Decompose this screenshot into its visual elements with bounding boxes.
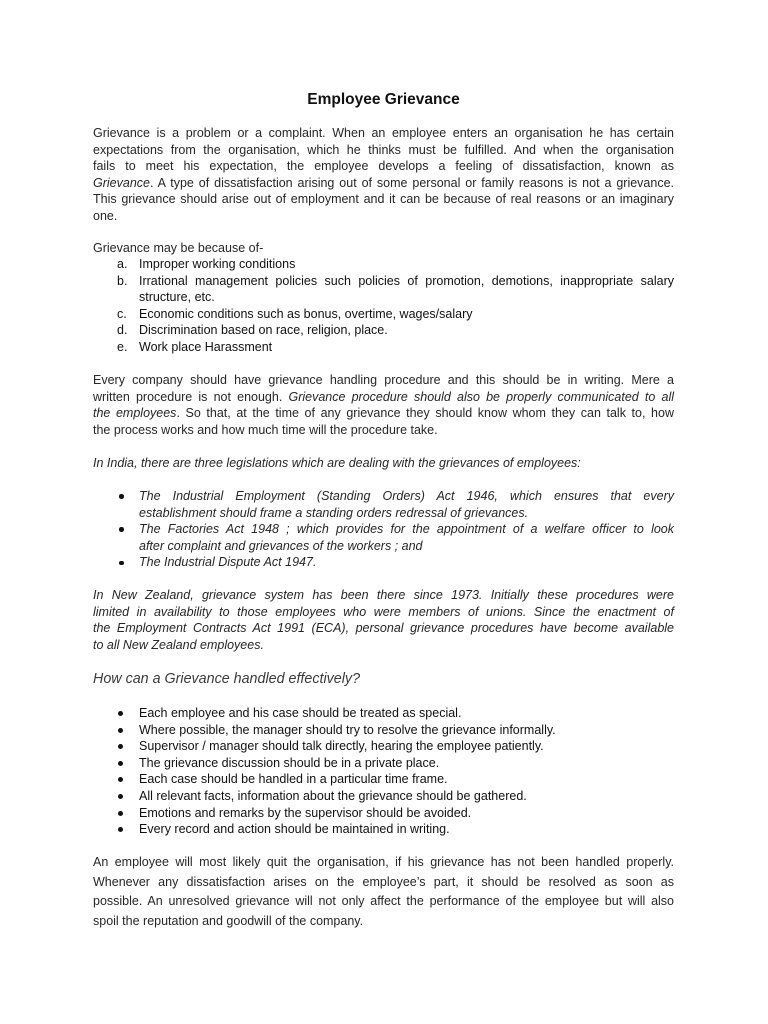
- handling-item: [93, 738, 674, 755]
- handling-item-text: All relevant facts, information about the grievance should be gathered.: [139, 788, 527, 803]
- act-item: [93, 488, 674, 521]
- handling-item-text: The grievance discussion should be in a private place.: [139, 755, 440, 770]
- causes-item-line: Economic conditions such as bonus, overtime, wages/salary: [139, 306, 473, 321]
- causes-lead-paragraph: [93, 240, 674, 257]
- intro-line: expectations from the organisation, which he thinks must be fulfilled. And when the organisation: [93, 142, 674, 157]
- nz-line: the Employment Contracts Act 1991 (ECA), personal grievance procedures have become available: [93, 621, 674, 636]
- handling-list: [93, 705, 674, 838]
- list-marker: a.: [117, 257, 128, 271]
- act-item-line: The Industrial Dispute Act 1947.: [139, 555, 317, 570]
- causes-item: [93, 256, 674, 273]
- conclusion-paragraph: [93, 853, 674, 931]
- causes-item-line: Irrational management policies such policies of promotion, demotions, inappropriate salary: [139, 273, 674, 288]
- intro-paragraph: [93, 125, 674, 225]
- act-item-line: after complaint and grievances of the workers ; and: [139, 538, 423, 553]
- handling-item-text: Supervisor / manager should talk directly, hearing the employee patiently.: [139, 739, 544, 754]
- list-marker: c.: [117, 306, 127, 321]
- procedure-line-text: written procedure is not enough.: [93, 389, 289, 404]
- act-item-line: The Factories Act 1948 ; which provides for the appointment of a welfare officer to look: [139, 522, 674, 537]
- bullet-icon: [118, 728, 123, 733]
- causes-lead: Grievance may be because of-: [93, 241, 264, 255]
- handling-item-text: Every record and action should be maintained in writing.: [139, 822, 450, 837]
- nz-line: limited in availability to those employees who were members of unions. Since the enactment of: [93, 604, 674, 619]
- bullet-icon: [118, 794, 123, 799]
- intro-line-text: . A type of dissatisfaction arising out of some personal or family reasons is not a grievance.: [149, 175, 674, 190]
- handling-item: [93, 805, 674, 822]
- bullet-icon: [118, 744, 123, 749]
- causes-list: [93, 256, 674, 356]
- procedure-paragraph: [93, 372, 674, 438]
- conclusion-line: An employee will most likely quit the organisation, if his grievance has not been handled properly.: [93, 855, 674, 869]
- india-lead-paragraph: [93, 455, 674, 472]
- nz-line: In New Zealand, grievance system has been there since 1973. Initially these procedures were: [93, 588, 674, 602]
- handling-item: [93, 771, 674, 788]
- handling-item: [93, 705, 674, 722]
- procedure-line: [93, 389, 674, 406]
- handling-item: [93, 755, 674, 772]
- procedure-line: the process works and how much time will the procedure take.: [93, 422, 438, 437]
- india-lead: In India, there are three legislations which are dealing with the grievances of employees:: [93, 456, 581, 470]
- intro-line: fails to meet his expectation, the employee develops a feeling of dissatisfaction, known as: [93, 159, 674, 174]
- bullet-icon: [118, 711, 123, 716]
- bullet-icon: [119, 494, 124, 499]
- causes-item: [93, 322, 674, 339]
- india-acts-list: [93, 488, 674, 571]
- act-item: [93, 554, 674, 571]
- act-item-line: The Industrial Employment (Standing Orders) Act 1946, which ensures that every: [139, 489, 674, 503]
- intro-line: This grievance should arise out of employment and it can be because of real reasons or an imaginary: [93, 192, 674, 207]
- conclusion-line: Whenever any dissatisfaction arises on the employee’s part, it should be resolved as soon as: [93, 874, 674, 889]
- handling-item: [93, 788, 674, 805]
- causes-item: [93, 339, 674, 356]
- intro-line: one.: [93, 208, 118, 223]
- handling-item-text: Each employee and his case should be treated as special.: [139, 706, 462, 720]
- list-marker: b.: [117, 273, 128, 288]
- procedure-line-text: . So that, at the time of any grievance they should know whom they can talk to, how: [176, 406, 674, 421]
- causes-item-line: structure, etc.: [139, 290, 215, 305]
- bullet-icon: [118, 761, 123, 766]
- bullet-icon: [119, 561, 124, 566]
- handling-item: [93, 821, 674, 838]
- emphasis-text: Grievance procedure should also be properly communicated to all: [288, 389, 674, 404]
- new-zealand-paragraph: [93, 587, 674, 653]
- document-title: Employee Grievance: [307, 91, 460, 108]
- handling-item: [93, 722, 674, 739]
- causes-item-line: Improper working conditions: [139, 257, 296, 271]
- intro-line: Grievance is a problem or a complaint. When an employee enters an organisation he has certain: [93, 126, 674, 140]
- emphasis-text: the employees: [93, 406, 177, 421]
- causes-item: [93, 306, 674, 323]
- bullet-icon: [118, 811, 123, 816]
- causes-item-line: Work place Harassment: [139, 339, 273, 354]
- procedure-line: Every company should have grievance handling procedure and this should be in writing. Mere a: [93, 373, 674, 387]
- bullet-icon: [119, 527, 124, 532]
- handling-item-text: Each case should be handled in a particular time frame.: [139, 772, 448, 787]
- handling-item-text: Emotions and remarks by the supervisor should be avoided.: [139, 805, 472, 820]
- bullet-icon: [118, 777, 123, 782]
- act-item: [93, 521, 674, 554]
- bullet-icon: [118, 827, 123, 832]
- conclusion-line: possible. An unresolved grievance will not only affect the performance of the employee but will also: [93, 894, 674, 908]
- causes-item-line: Discrimination based on race, religion, place.: [139, 323, 388, 338]
- procedure-line: [93, 405, 674, 422]
- act-item-line: establishment should frame a standing orders redressal of grievances.: [139, 505, 529, 520]
- list-marker: d.: [117, 323, 128, 338]
- list-marker: e.: [117, 339, 128, 354]
- handling-item-text: Where possible, the manager should try to resolve the grievance informally.: [139, 722, 556, 737]
- intro-line: [93, 175, 674, 192]
- causes-item: [93, 273, 674, 306]
- emphasis-term: Grievance: [93, 175, 150, 190]
- nz-line: to all New Zealand employees.: [93, 637, 264, 652]
- conclusion-line: spoil the reputation and goodwill of the company.: [93, 913, 364, 928]
- handling-heading: How can a Grievance handled effectively?: [93, 671, 361, 687]
